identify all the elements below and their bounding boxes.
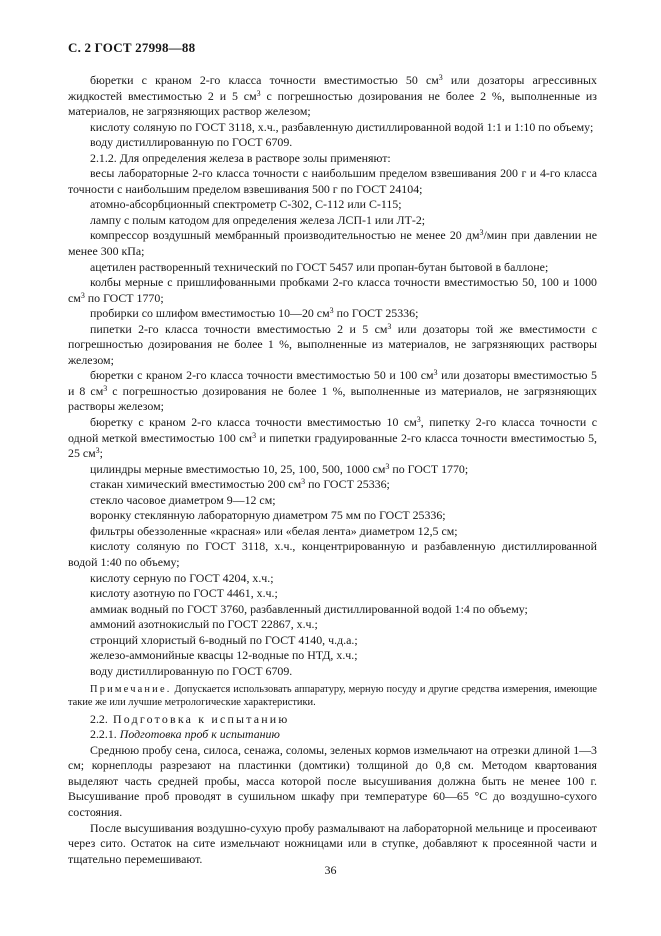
note-label: Примечание. [90, 684, 172, 696]
text: по ГОСТ 1770; [389, 461, 469, 476]
superscript: 3 [433, 368, 438, 378]
paragraph: весы лабораторные 2-го класса точности с наибольшим пределом взвешивания 200 г и 4-го класса точности с наибольшим пределом взвешивания 500 г по ГОСТ 24104; [68, 166, 597, 196]
paragraph: воду дистиллированную по ГОСТ 6709. [90, 135, 293, 150]
note-text: Допускается использовать аппаратуру, мерную посуду и другие средства измерения, имеющие такие же или лучшие метрологические характеристики. [68, 684, 597, 708]
paragraph: атомно-абсорбционный спектрометр С-302, С-112 или С-115; [90, 197, 402, 212]
subsection-title: Подготовка проб к испытанию [116, 727, 280, 742]
superscript: 3 [438, 73, 443, 82]
superscript: 3 [95, 446, 100, 456]
paragraph [68, 275, 597, 306]
paragraph [68, 306, 597, 322]
paragraph: лампу с полым катодом для определения железа ЛСП-1 или ЛТ-2; [90, 212, 426, 227]
text: бюретку с краном 2-го класса точности вместимостью 10 см [90, 415, 417, 430]
paragraph: кислоту соляную по ГОСТ 3118, х.ч., разбавленную дистиллированной водой 1:1 и 1:10 по объему; [90, 119, 594, 134]
text: по ГОСТ 1770; [84, 290, 164, 305]
superscript: 3 [252, 430, 257, 440]
text: или дозаторы агрессивных жидкостей вместимостью 2 и 5 см [68, 73, 597, 103]
paragraph [68, 322, 597, 369]
text: пипетки 2-го класса точности вместимостью 2 и 5 см [90, 321, 388, 336]
text: по ГОСТ 25336; [333, 306, 419, 321]
paragraph [68, 368, 597, 415]
text: по ГОСТ 25336; [305, 477, 390, 492]
superscript: 3 [329, 306, 334, 316]
paragraph: стронций хлористый 6-водный по ГОСТ 4140, ч.д.а.; [90, 632, 358, 647]
text: /мин при давлении не менее 300 кПа; [68, 228, 598, 259]
superscript: 3 [80, 290, 85, 300]
superscript: 3 [387, 321, 392, 331]
note [68, 684, 597, 708]
text: стакан химический вместимостью 200 см [90, 477, 302, 492]
paragraph: После высушивания воздушно-сухую пробу размалывают на лабораторной мельнице и просеивают через сито. Остаток на сите измельчают ножницами или в ступке, добавляют к просеянной части и тщательно перемешивают. [68, 820, 597, 866]
paragraph: воронку стеклянную лабораторную диаметром 75 мм по ГОСТ 25336; [90, 508, 446, 523]
section-title: Подготовка к испытанию [107, 711, 290, 726]
paragraph: Среднюю пробу сена, силоса, сенажа, соломы, зеленых кормов измельчают на отрезки длиной 1—3 см; корнеплоды разрезают на пластинки (домтики) толщиной до 0,8 см. Методом квартования выделяют часть средней пробы, масса которой после высушивания должна быть не менее 100 г. Высушивание проб проводят в сушильном шкафу при температуре 60—65 °С до воздушно-сухого состояния. [68, 742, 597, 820]
page-number: 36 [324, 863, 337, 877]
paragraph: 2.1.2. Для определения железа в растворе золы применяют: [90, 150, 391, 165]
text: цилиндры мерные вместимостью 10, 25, 100, 500, 1000 см [90, 461, 386, 476]
superscript: 3 [103, 383, 108, 393]
paragraph: ацетилен растворенный технический по ГОСТ 5457 или пропан-бутан бытовой в баллоне; [90, 259, 549, 274]
paragraph: кислоту соляную по ГОСТ 3118, х.ч., концентрированную и разбавленную дистиллированной водой 1:40 по объему; [68, 539, 597, 569]
paragraph [68, 415, 597, 462]
superscript: 3 [416, 415, 421, 425]
paragraph [68, 462, 597, 478]
paragraph: кислоту азотную по ГОСТ 4461, х.ч.; [90, 586, 278, 601]
paragraph [68, 73, 597, 120]
paragraph: воду дистиллированную по ГОСТ 6709. [90, 663, 293, 678]
paragraph [68, 477, 597, 493]
text: и пипетки градуированные 2-го класса точности вместимостью 5, 25 см [68, 430, 597, 461]
paragraph: аммоний азотнокислый по ГОСТ 22867, х.ч.; [90, 617, 318, 632]
text: ; [99, 446, 103, 461]
section-number: 2.2. [90, 711, 108, 726]
text: колбы мерные с пришлифованными пробками 2-го класса точности вместимостью 50, 100 и 1000 см [68, 275, 597, 305]
paragraph: аммиак водный по ГОСТ 3760, разбавленный дистиллированной водой 1:4 по объему; [90, 601, 528, 616]
document-body [68, 73, 597, 867]
paragraph: фильтры обеззоленные «красная» или «белая лента» диаметром 12,5 см; [90, 523, 458, 538]
paragraph: стекло часовое диаметром 9—12 см; [90, 492, 276, 507]
text: бюретки с краном 2-го класса точности вместимостью 50 см [90, 73, 439, 87]
paragraph: железо-аммонийные квасцы 12-водные по НТД, х.ч.; [90, 648, 358, 663]
text: с погрешностью дозирования не более 2 %, выполненные из материалов, не загрязняющих раствор железом; [68, 88, 597, 119]
paragraph: кислоту серную по ГОСТ 4204, х.ч.; [90, 570, 274, 585]
text: или дозаторы той же вместимости с погрешностью дозирования не более 1 %, выполненные из материалов, не загрязняющих растворы железом; [68, 321, 597, 367]
text: компрессор воздушный мембранный производительностью не менее 20 дм [90, 228, 480, 243]
text: бюретки с краном 2-го класса точности вместимостью 50 и 100 см [90, 368, 434, 383]
superscript: 3 [256, 88, 261, 98]
text: , пипетку 2-го класса точности с одной меткой вместимостью 100 см [68, 415, 598, 445]
page-header: С. 2 ГОСТ 27998—88 [68, 40, 196, 55]
text: или дозаторы вместимостью 5 и 8 см [68, 368, 597, 398]
section-heading [68, 712, 597, 728]
text: пробирки со шлифом вместимостью 10—20 см [90, 306, 330, 321]
superscript: 3 [479, 228, 484, 238]
paragraph [68, 228, 597, 259]
superscript: 3 [385, 461, 390, 471]
text: с погрешностью дозирования не более 1 %, выполненные из материалов, не загрязняющих растворы железом; [68, 383, 598, 414]
superscript: 3 [301, 477, 306, 487]
subsection-heading [68, 727, 597, 743]
subsection-number: 2.2.1. [90, 727, 117, 742]
